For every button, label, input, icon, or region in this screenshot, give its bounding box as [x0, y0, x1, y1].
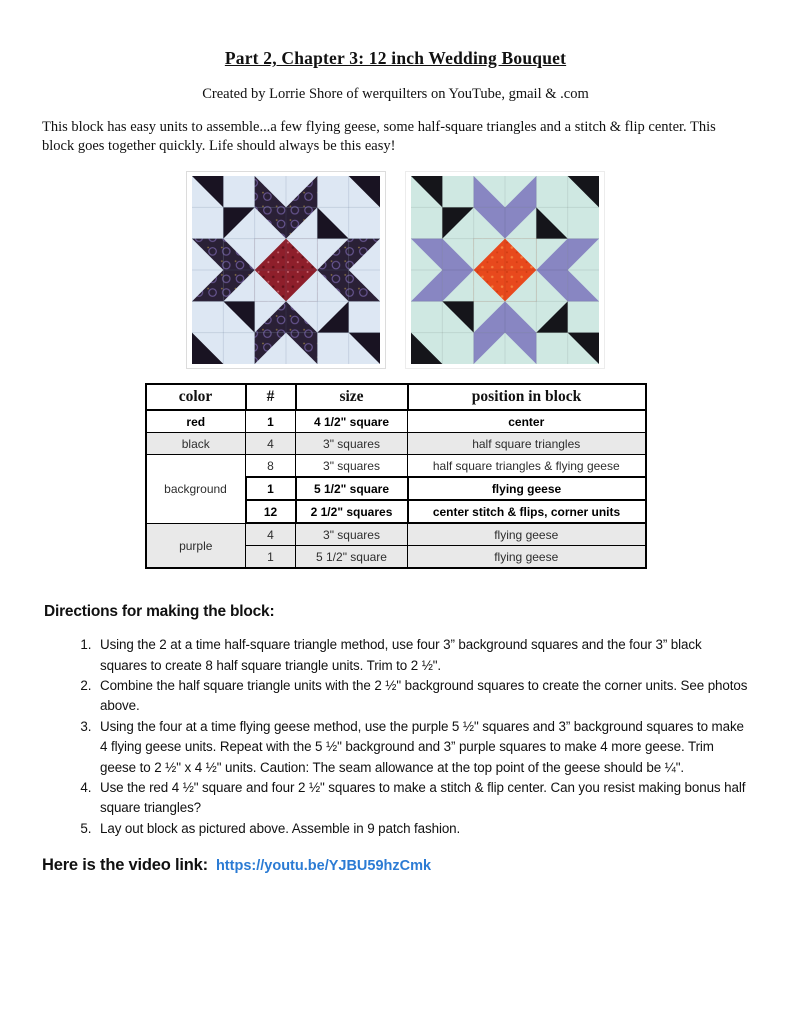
quilt-block-diagram: [405, 171, 605, 369]
quilt-block-figures: [42, 171, 749, 369]
table-cell: center: [408, 410, 646, 433]
table-color-cell: background: [146, 455, 246, 524]
table-header-cell: size: [296, 384, 408, 410]
table-cell: 1: [246, 546, 296, 569]
direction-step: 5. Lay out block as pictured above. Assemble in 9 patch fashion.: [95, 819, 749, 839]
direction-step: 3. Using the four at a time flying geese method, use the purple 5 ½" squares and 3” background squares to make 4 flying geese units. Repeat with the 5 ½" background and 3” purple squares to make 4 more geese. Trim geese to 2 ½" x 4 ½" units. Caution: The seam allowance at the top point of the geese should be ¼".: [95, 717, 749, 778]
table-cell: half square triangles: [408, 433, 646, 455]
table-header-cell: #: [246, 384, 296, 410]
video-link-label: Here is the video link:: [42, 856, 208, 874]
table-cell: 4: [246, 523, 296, 546]
table-cell: flying geese: [408, 477, 646, 500]
table-color-cell: purple: [146, 523, 246, 568]
table-cell: flying geese: [408, 523, 646, 546]
table-cell: 5 1/2" square: [296, 477, 408, 500]
table-header-cell: color: [146, 384, 246, 410]
direction-step: 2. Combine the half square triangle units with the 2 ½" background squares to create the corner units. See photos above.: [95, 676, 749, 717]
table-row: [146, 455, 646, 478]
table-cell: 1: [246, 410, 296, 433]
table-cell: 2 1/2" squares: [296, 500, 408, 523]
table-color-cell: black: [146, 433, 246, 455]
table-header-cell: position in block: [408, 384, 646, 410]
direction-step: 4. Use the red 4 ½" square and four 2 ½" squares to make a stitch & flip center. Can you resist making bonus half square triangles?: [95, 778, 749, 819]
video-link[interactable]: https://youtu.be/YJBU59hzCmk: [215, 858, 432, 874]
table-row: [146, 433, 646, 455]
table-color-cell: red: [146, 410, 246, 433]
table-cell: 12: [246, 500, 296, 523]
table-cell: 1: [246, 477, 296, 500]
table-row: [146, 523, 646, 546]
directions-heading: Directions for making the block:: [44, 603, 275, 621]
directions-list: [42, 635, 749, 839]
intro-paragraph: This block has easy units to assemble...a few flying geese, some half-square triangles and a stitch & flip center. This block goes together quickly. Life should always be this easy!: [42, 119, 716, 155]
byline: Created by Lorrie Shore of werquilters on YouTube, gmail & .com: [202, 86, 589, 102]
table-cell: center stitch & flips, corner units: [408, 500, 646, 523]
table-cell: 4: [246, 433, 296, 455]
table-cell: 3" squares: [296, 523, 408, 546]
table-cell: 8: [246, 455, 296, 478]
table-cell: 3" squares: [296, 455, 408, 478]
direction-step: 1. Using the 2 at a time half-square triangle method, use four 3” background squares and the four 3” black squares to create 8 half square triangle units. Trim to 2 ½".: [95, 635, 749, 676]
page-title: Part 2, Chapter 3: 12 inch Wedding Bouquet: [224, 48, 567, 68]
cutting-table: [145, 383, 647, 569]
table-cell: flying geese: [408, 546, 646, 569]
table-cell: 5 1/2" square: [296, 546, 408, 569]
table-cell: 4 1/2" square: [296, 410, 408, 433]
table-row: [146, 410, 646, 433]
table-header-row: [146, 384, 646, 410]
table-cell: 3" squares: [296, 433, 408, 455]
video-link-row: [42, 856, 749, 875]
quilt-block-photo: [186, 171, 386, 369]
table-cell: half square triangles & flying geese: [408, 455, 646, 478]
